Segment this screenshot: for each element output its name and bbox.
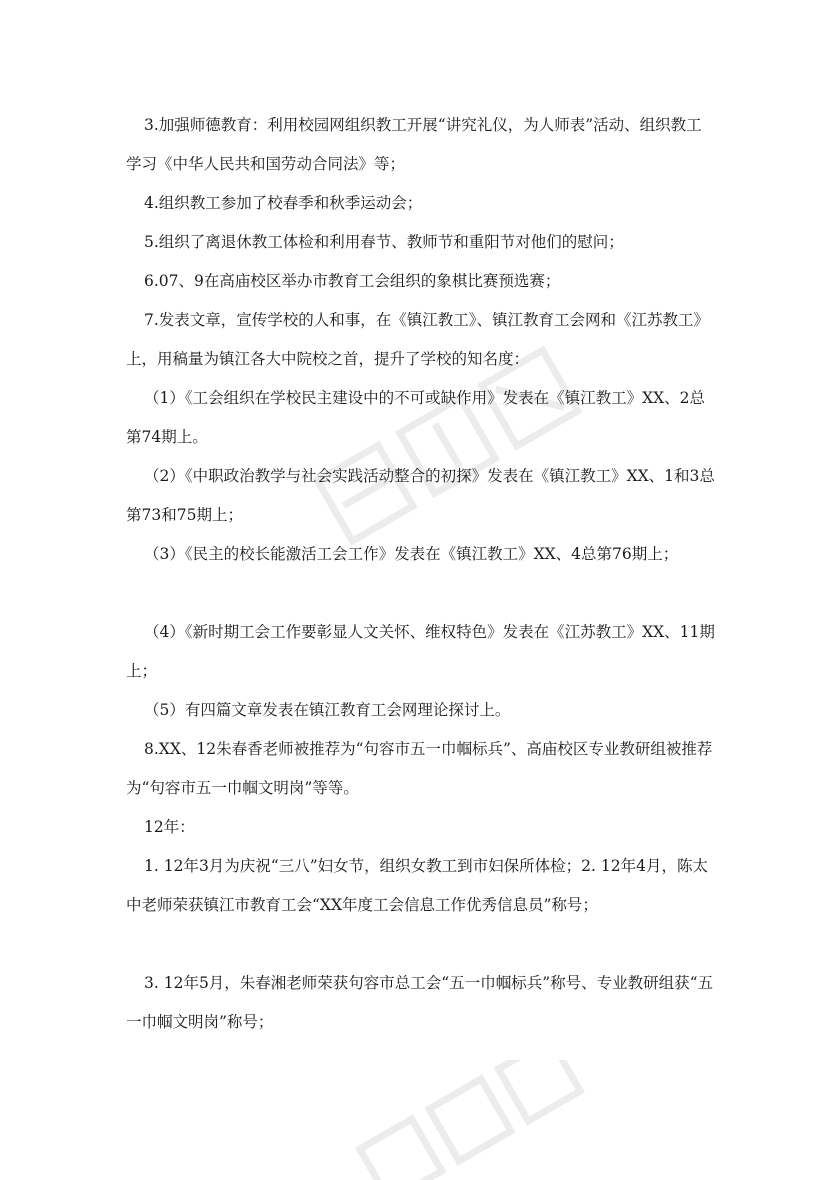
paragraph-text: 5.组织了离退休教工体检和利用春节、教师节和重阳节对他们的慰问； — [144, 233, 624, 251]
paragraph-text: （5）有四篇文章发表在镇江教育工会网理论探讨上。 — [144, 701, 511, 719]
list-item-article-2 — [126, 457, 716, 535]
paragraph-honors — [126, 730, 716, 808]
paragraph-text: 8.XX、12朱春香老师被推荐为“句容市五一巾帼标兵”、高庙校区专业教研组被推荐为“句容市五一巾帼文明岗”等等。 — [126, 740, 713, 797]
paragraph-text: 12年： — [144, 818, 195, 836]
paragraph-year-12-awards — [126, 964, 716, 1042]
list-item-article-1 — [126, 379, 716, 457]
paragraph-text: （4）《新时期工会工作要彰显人文关怀、维权特色》发表在《江苏教工》XX、11期上； — [126, 623, 715, 680]
paragraph-text: 3. 12年5月，朱春湘老师荣获句容市总工会“五一巾帼标兵”称号、专业教研组获“五一巾帼文明岗”称号； — [126, 974, 714, 1031]
paragraph-text: 1. 12年3月为庆祝“三八”妇女节，组织女教工到市妇保所体检；2. 12年4月，陈太中老师荣获镇江市教育工会“XX年度工会信息工作优秀信息员”称号； — [126, 857, 708, 914]
paragraph-retiree-care — [126, 223, 716, 262]
watermark-stamp-bottom — [340, 1060, 600, 1180]
paragraph-teacher-ethics — [126, 106, 716, 184]
paragraph-text: 4.组织教工参加了校春季和秋季运动会； — [144, 194, 423, 212]
paragraph-text: （3）《民主的校长能激活工会工作》发表在《镇江教工》XX、4总第76期上； — [144, 545, 679, 563]
paragraph-year-12-items — [126, 847, 716, 925]
paragraph-text: （1）《工会组织在学校民主建设中的不可或缺作用》发表在《镇江教工》XX、2总第74期上。 — [126, 389, 706, 446]
paragraph-text: 7.发表文章，宣传学校的人和事，在《镇江教工》、镇江教育工会网和《江苏教工》上，用稿量为镇江各大中院校之首，提升了学校的知名度： — [126, 311, 710, 368]
paragraph-text: （2）《中职政治教学与社会实践活动整合的初探》发表在《镇江教工》XX、1和3总第73和75期上； — [126, 467, 715, 524]
list-item-article-3 — [126, 535, 716, 574]
paragraph-text: 3.加强师德教育：利用校园网组织教工开展“讲究礼仪，为人师表”活动、组织教工学习《中华人民共和国劳动合同法》等； — [126, 116, 702, 173]
paragraph-sports-meet — [126, 184, 716, 223]
list-item-article-4 — [126, 613, 716, 691]
paragraph-text: 6.07、9在高庙校区举办市教育工会组织的象棋比赛预选赛； — [144, 272, 561, 290]
paragraph-publications — [126, 301, 716, 379]
paragraph-chess-contest — [126, 262, 716, 301]
list-item-article-5 — [126, 691, 716, 730]
section-heading-year-12 — [126, 808, 716, 847]
